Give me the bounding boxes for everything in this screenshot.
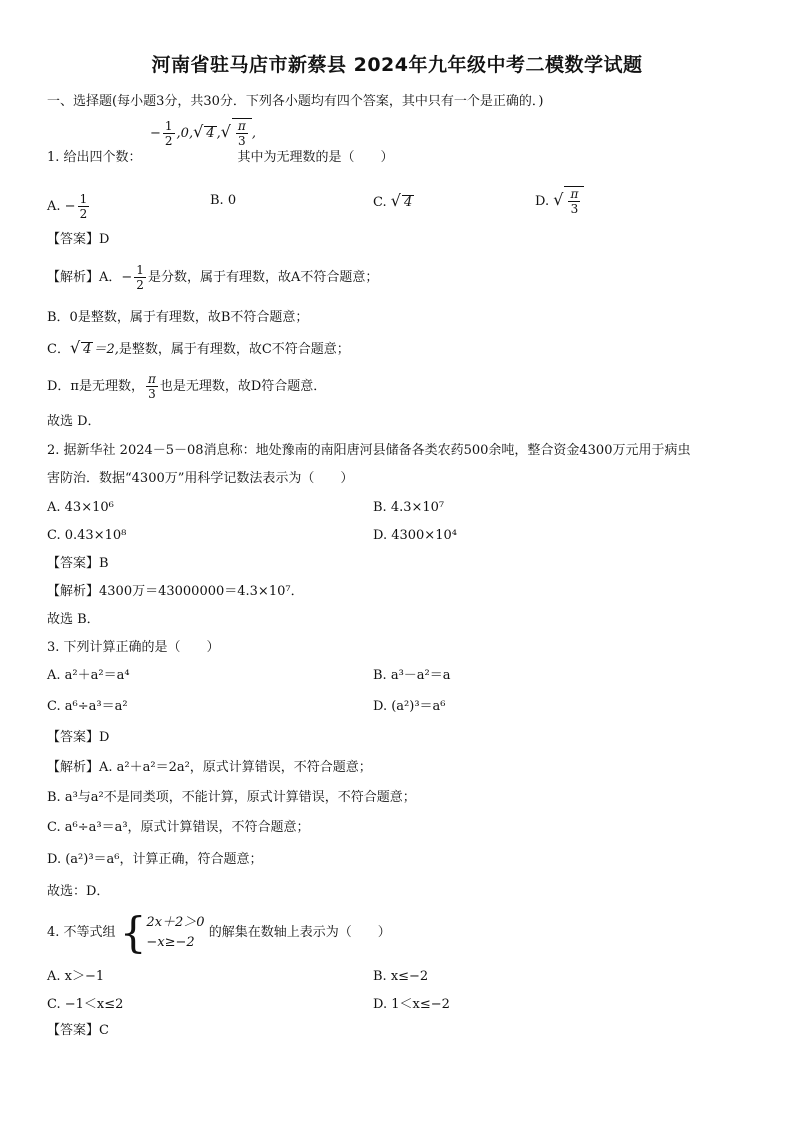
q4-option-a: A. x＞−1: [47, 969, 105, 984]
q4-prefix: 4. 不等式组: [47, 925, 116, 940]
q2-conclusion: 故选 B．: [47, 612, 100, 627]
q1-analysis-b: B．0是整数，属于有理数，故B不符合题意；: [47, 310, 309, 325]
q1-prefix: 1. 给出四个数：: [47, 150, 142, 165]
q3-stem: 3. 下列计算正确的是（ ）: [47, 640, 220, 655]
q4-suffix: 的解集在数轴上表示为（ ）: [208, 925, 391, 940]
brace-symbol: {: [119, 908, 147, 957]
section-heading: 一、选择题(每小题3分，共30分．下列各小题均有四个答案，其中只有一个是正确的．): [47, 94, 544, 109]
q1-stem: [47, 149, 394, 167]
q3-analysis-a: 【解析】A. a²＋a²＝2a²，原式计算错误，不符合题意；: [47, 760, 372, 775]
q2-answer: 【答案】B: [47, 556, 109, 571]
q2-option-c: C. 0.43×10⁸: [47, 528, 127, 543]
q1-analysis-c: C．√ 4 ＝2,是整数，属于有理数，故C不符合题意；: [47, 338, 350, 357]
q4-option-c: C. −1＜x≤2: [47, 997, 124, 1012]
q3-option-b: B. a³－a²＝a: [373, 668, 451, 683]
q1-answer: 【答案】D: [47, 232, 110, 247]
q4-option-d: D. 1＜x≤−2: [373, 997, 450, 1012]
q2-option-d: D. 4300×10⁴: [373, 528, 457, 543]
q4-stem: [47, 908, 391, 957]
q1-suffix: 其中为无理数的是（ ）: [237, 150, 394, 165]
q1-conclusion: 故选 D．: [47, 414, 101, 429]
q1-analysis-d: D．π是无理数， $\frac{\pi}{3}$ 也是无理数，故D符合题意．: [47, 372, 327, 401]
q3-analysis-c: C. a⁶÷a³＝a³，原式计算错误，不符合题意；: [47, 820, 310, 835]
q4-answer: 【答案】C: [47, 1023, 109, 1038]
q3-option-d: D. (a²)³＝a⁶: [373, 699, 446, 714]
q3-answer: 【答案】D: [47, 730, 110, 745]
q2-analysis: 【解析】4300万＝43000000＝4.3×10⁷．: [47, 584, 304, 599]
q1-option-a: A. − $\frac{1}{2}$: [47, 192, 88, 221]
q1-analysis-a: 【解析】A．− $\frac{1}{2}$ 是分数，属于有理数，故A不符合题意；: [47, 263, 379, 292]
q1-option-b: B. 0: [210, 193, 237, 208]
q3-option-c: C. a⁶÷a³＝a²: [47, 699, 128, 714]
q2-stem-line2: 害防治．数据“4300万”用科学记数法表示为（ ）: [47, 471, 354, 486]
q1-number-list: − $\frac{1}{2}$ ,0,√ 4 ,√ $\frac{\pi}{3}$ ,: [150, 119, 256, 148]
q2-stem-line1: 2. 据新华社 2024－5－08消息称：地处豫南的南阳唐河县储备各类农药500余吨，整合资金4300万元用于病虫: [47, 443, 691, 458]
q1-option-d: D. √ $\frac{\pi}{3}$: [535, 186, 584, 216]
inequality-system: 2x＋2＞0 −x≥−2: [146, 915, 205, 950]
q3-analysis-d: D. (a²)³＝a⁶，计算正确，符合题意；: [47, 852, 263, 867]
page-title: 河南省驻马店市新蔡县 2024年九年级中考二模数学试题: [151, 54, 643, 76]
q2-option-a: A. 43×10⁶: [47, 500, 114, 515]
q3-conclusion: 故选：D．: [47, 884, 110, 899]
q3-option-a: A. a²＋a²＝a⁴: [47, 668, 130, 683]
q4-option-b: B. x≤−2: [373, 969, 429, 984]
q2-option-b: B. 4.3×10⁷: [373, 500, 445, 515]
q1-option-c: C. √ 4: [373, 191, 413, 210]
q3-analysis-b: B. a³与a²不是同类项，不能计算，原式计算错误，不符合题意；: [47, 790, 416, 805]
